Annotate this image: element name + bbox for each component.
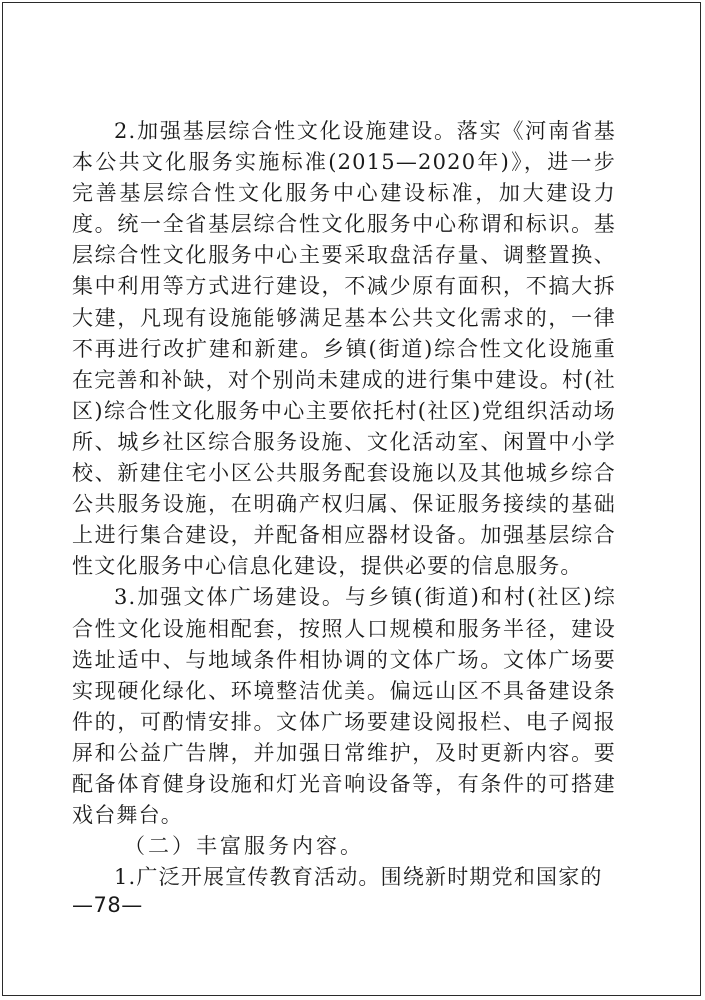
document-body — [72, 116, 616, 893]
page-number: —78— — [72, 893, 143, 917]
paragraph-item-1: 1.广泛开展宣传教育活动。围绕新时期党和国家的 — [114, 865, 603, 890]
paragraph-item-2: 2.加强基层综合性文化设施建设。落实《河南省基本公共文化服务实施标准(2015—2020年)》，进一步完善基层综合性文化服务中心建设标准，加大建设力度。统一全省基层综合性文化服务中心称谓和标识。基层综合性文化服务中心主要采取盘活存量、调整置换、集中利用等方式进行建设，不减少原有面积，不搞大拆大建，凡现有设施能够满足基本公共文化需求的，一律不再进行改扩建和新建。乡镇(街道)综合性文化设施重在完善和补缺，对个别尚未建成的进行集中建设。村(社区)综合性文化服务中心主要依托村(社区)党组织活动场所、城乡社区综合服务设施、文化活动室、闲置中小学校、新建住宅小区公共服务配套设施以及其他城乡综合公共服务设施，在明确产权归属、保证服务接续的基础上进行集合建设，并配备相应器材设备。加强基层综合性文化服务中心信息化建设，提供必要的信息服务。 — [72, 119, 616, 579]
paragraph-item-3: 3.加强文体广场建设。与乡镇(街道)和村(社区)综合性文化设施相配套，按照人口规模和服务半径，建设选址适中、与地域条件相协调的文体广场。文体广场要实现硬化绿化、环境整洁优美。偏远山区不具备建设条件的，可酌情安排。文体广场要建设阅报栏、电子阅报屏和公益广告牌，并加强日常维护，及时更新内容。要配备体育健身设施和灯光音响设备等，有条件的可搭建戏台舞台。 — [72, 585, 616, 828]
section-heading: （二）丰富服务内容。 — [124, 834, 364, 859]
